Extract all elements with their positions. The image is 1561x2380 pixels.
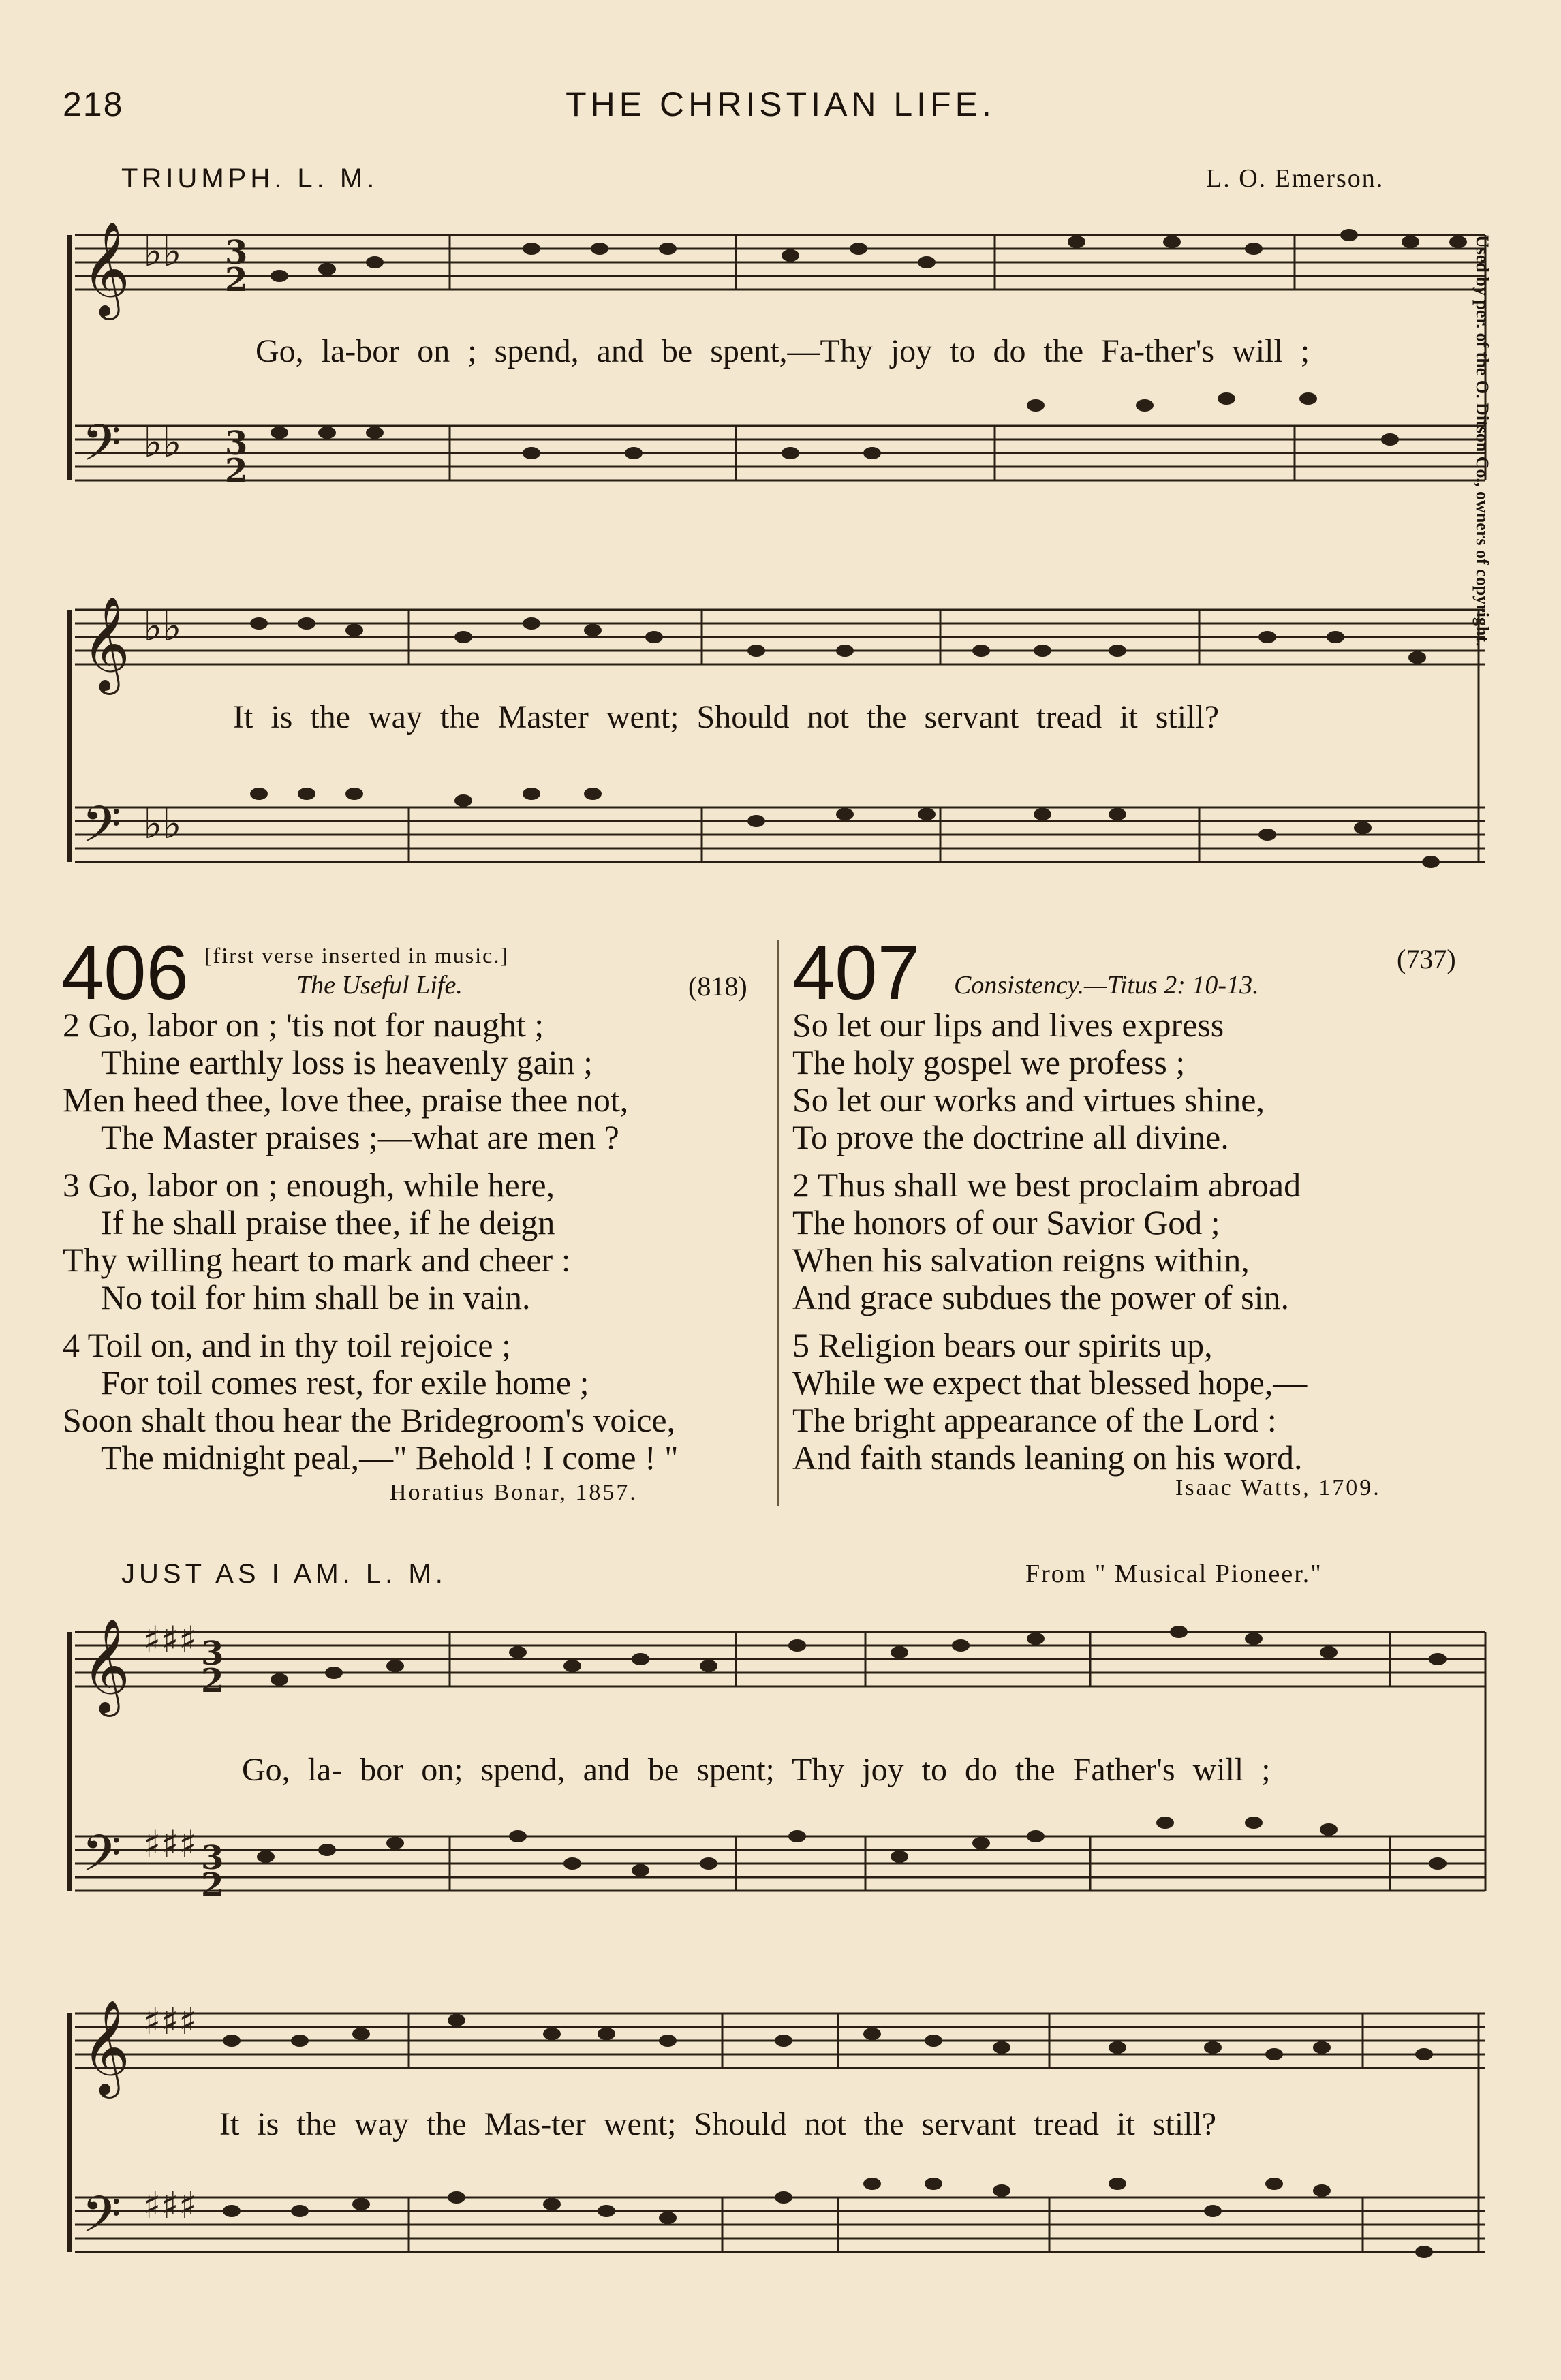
svg-text:3: 3: [201, 1635, 224, 1673]
verse-line: 4 Toil on, and in thy toil rejoice ;: [63, 1326, 511, 1364]
svg-text:3: 3: [225, 234, 248, 272]
svg-text:♯♯♯: ♯♯♯: [143, 1823, 197, 1866]
verse-line: No toil for him shall be in vain.: [101, 1278, 531, 1316]
copyright-side-note: Used by per. of the O. Ditson Co., owners of copyright.: [1472, 235, 1492, 647]
svg-text:𝄞: 𝄞: [82, 596, 130, 691]
svg-text:♯♯♯: ♯♯♯: [143, 2000, 197, 2043]
svg-text:2: 2: [225, 261, 248, 299]
verse-line: Thine earthly loss is heavenly gain ;: [101, 1043, 593, 1081]
verse-line: Soon shalt thou hear the Bridegroom's voice,: [63, 1401, 676, 1439]
svg-text:♯♯♯: ♯♯♯: [143, 1618, 197, 1661]
svg-text:♭♭: ♭♭: [143, 801, 182, 848]
just-as-i-am-lyric-line-2: It is the way the Mas-ter went; Should not the servant tread it still?: [219, 2106, 1217, 2142]
svg-text:𝄢: 𝄢: [82, 795, 121, 867]
svg-text:3: 3: [201, 1839, 224, 1877]
verse-line: When his salvation reigns within,: [792, 1241, 1250, 1279]
svg-text:2: 2: [201, 1662, 224, 1700]
verse-line: The Master praises ;—what are men ?: [101, 1118, 619, 1156]
verse-line: So let our works and virtues shine,: [792, 1081, 1265, 1119]
svg-text:𝄞: 𝄞: [82, 2000, 130, 2095]
hymn-407-ref: (737): [1397, 944, 1456, 974]
verse-line: 5 Religion bears our spirits up,: [792, 1326, 1213, 1364]
hymn-407-subtitle: Consistency.—Titus 2: 10-13.: [954, 971, 1259, 1000]
just-as-i-am-lyric-line-1: Go, la- bor on; spend, and be spent; Thy joy to do the Father's will ;: [242, 1752, 1271, 1788]
verse-line: Men heed thee, love thee, praise thee not,: [63, 1081, 629, 1119]
tune-composer: L. O. Emerson.: [1206, 164, 1385, 193]
verse-line: To prove the doctrine all divine.: [792, 1118, 1229, 1156]
hymn-406-note: [first verse inserted in music.]: [204, 943, 509, 968]
svg-text:♭♭: ♭♭: [143, 228, 182, 276]
verse-line: The bright appearance of the Lord :: [792, 1401, 1277, 1439]
hymn-406-author: Horatius Bonar, 1857.: [390, 1480, 638, 1505]
svg-text:𝄢: 𝄢: [82, 2185, 121, 2257]
music-system-triumph: [55, 201, 1499, 896]
hymn-406-subtitle: The Useful Life.: [296, 971, 463, 1000]
svg-text:𝄢: 𝄢: [82, 414, 121, 485]
verse-line: 3 Go, labor on ; enough, while here,: [63, 1166, 555, 1204]
svg-text:𝄢: 𝄢: [82, 1824, 121, 1896]
verse-line: And grace subdues the power of sin.: [792, 1278, 1289, 1316]
tune-name-just-as-i-am: JUST AS I AM. L. M.: [121, 1559, 447, 1589]
svg-text:♭♭: ♭♭: [143, 603, 182, 651]
verse-line: While we expect that blessed hope,—: [792, 1363, 1308, 1402]
verse-line: And faith stands leaning on his word.: [792, 1438, 1303, 1477]
tune-name-triumph: TRIUMPH. L. M.: [121, 164, 379, 194]
hymn-number-407: 407: [792, 930, 920, 1015]
svg-text:♯♯♯: ♯♯♯: [143, 2184, 197, 2227]
verse-line: 2 Thus shall we best proclaim abroad: [792, 1166, 1301, 1204]
svg-text:♭♭: ♭♭: [143, 419, 182, 467]
verse-line: Thy willing heart to mark and cheer :: [63, 1241, 571, 1279]
hymn-number-406: 406: [61, 930, 189, 1015]
hymn-407-author: Isaac Watts, 1709.: [1175, 1475, 1381, 1500]
verse-line: The midnight peal,—" Behold ! I come ! ": [101, 1438, 679, 1477]
hymn-406-ref: (818): [688, 971, 747, 1002]
svg-text:3: 3: [225, 424, 248, 463]
section-title: THE CHRISTIAN LIFE.: [566, 85, 995, 123]
tune-source: From " Musical Pioneer.": [1025, 1560, 1323, 1588]
verse-line: 2 Go, labor on ; 'tis not for naught ;: [63, 1006, 544, 1044]
verse-line: So let our lips and lives express: [792, 1006, 1224, 1044]
column-divider: [777, 940, 779, 1506]
verse-line: The holy gospel we profess ;: [792, 1043, 1186, 1081]
verse-line: If he shall praise thee, if he deign: [101, 1203, 555, 1241]
svg-text:2: 2: [225, 452, 248, 490]
page-number: 218: [63, 85, 124, 123]
music-system-just-as-i-am: [55, 1598, 1499, 2286]
triumph-lyric-line-1: Go, la-bor on ; spend, and be spent,—Thy joy to do the Fa-ther's will ;: [256, 333, 1310, 369]
svg-text:𝄞: 𝄞: [82, 221, 130, 316]
svg-text:2: 2: [201, 1866, 224, 1904]
verse-line: The honors of our Savior God ;: [792, 1203, 1220, 1241]
svg-text:𝄞: 𝄞: [82, 1618, 130, 1713]
triumph-lyric-line-2: It is the way the Master went; Should not the servant tread it still?: [233, 699, 1220, 735]
verse-line: For toil comes rest, for exile home ;: [101, 1363, 589, 1402]
